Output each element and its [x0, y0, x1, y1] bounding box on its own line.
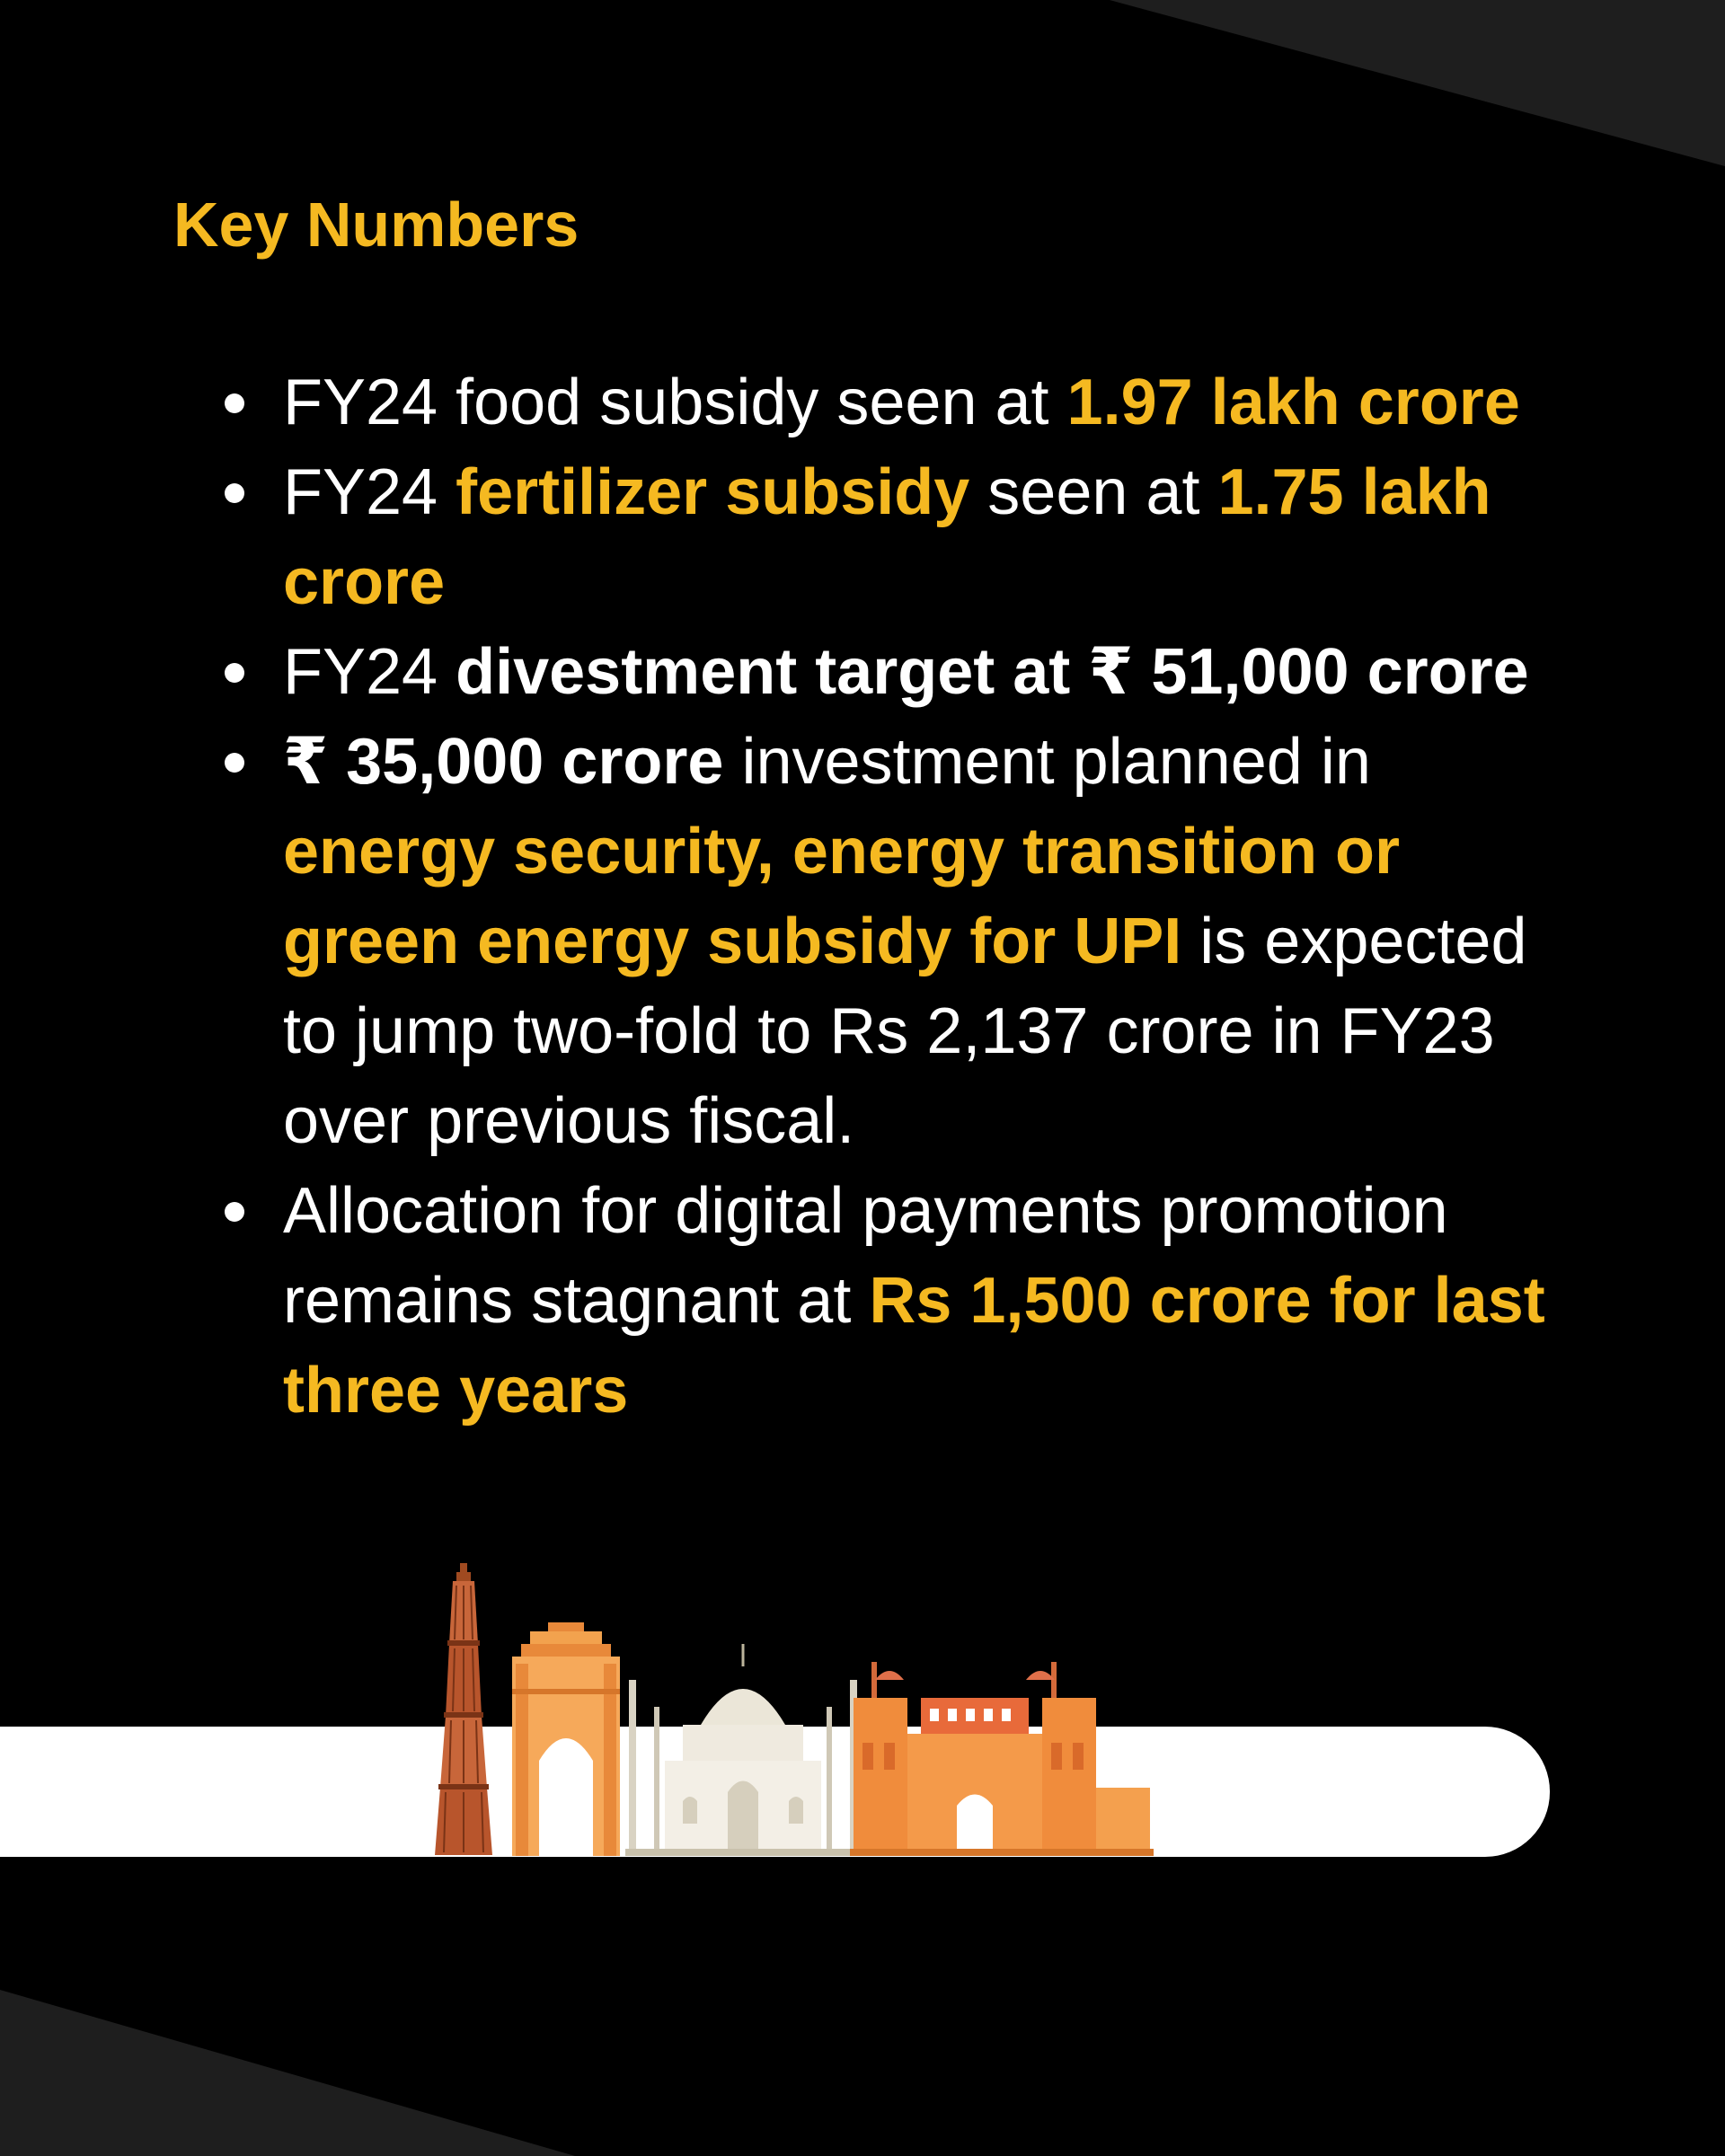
bullet-text: FY24 food subsidy seen at	[283, 367, 1067, 438]
list-item	[283, 627, 1577, 717]
bullet-highlight: energy security, energy transition or green energy subsidy for UPI	[283, 816, 1401, 977]
key-numbers-list	[283, 358, 1577, 1436]
bullet-text: seen at	[969, 456, 1218, 528]
red-fort-icon	[850, 1662, 1154, 1856]
bullet-text: FY24	[283, 636, 456, 708]
bullet-highlight: Rs 1,500 crore for last three years	[283, 1265, 1545, 1427]
bullet-text: investment planned in	[723, 726, 1371, 798]
list-item	[283, 717, 1577, 1166]
bullet-text: Allocation for digital payments promotion remains stagnant at	[283, 1175, 1448, 1337]
bottom-left-stripe	[0, 1990, 575, 2156]
bullet-bold: divestment target at ₹ 51,000 crore	[456, 636, 1529, 708]
top-right-stripe	[1110, 0, 1725, 166]
bullet-text: FY24	[283, 456, 456, 528]
bullet-highlight: fertilizer subsidy	[456, 456, 970, 528]
page-title: Key Numbers	[173, 190, 579, 260]
india-monuments-skyline-icon	[422, 1563, 1159, 1860]
list-item	[283, 1166, 1577, 1436]
list-item	[283, 358, 1577, 447]
bullet-text: is expected to jump two-fold to Rs 2,137 crore in FY23 over previous fiscal.	[283, 906, 1527, 1157]
india-gate-icon	[512, 1622, 620, 1856]
list-item	[283, 447, 1577, 627]
bullet-highlight: 1.97 lakh crore	[1066, 367, 1520, 438]
bullet-bold: ₹ 35,000 crore	[283, 726, 724, 798]
qutub-minar-icon	[435, 1563, 492, 1855]
taj-mahal-icon	[625, 1644, 861, 1856]
bullet-highlight: 1.75 lakh crore	[283, 456, 1491, 618]
